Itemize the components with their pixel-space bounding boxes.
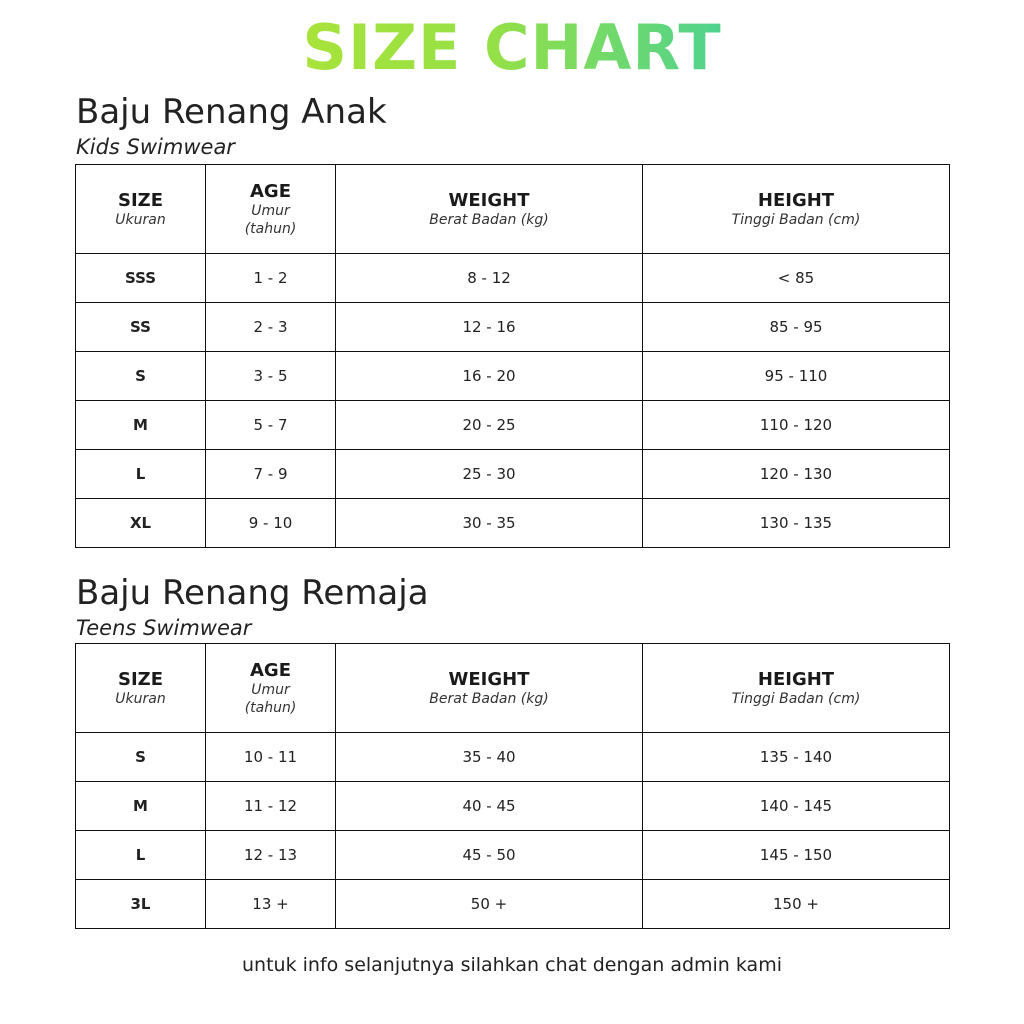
header-height-label: HEIGHT	[757, 668, 835, 690]
header-weight-sublabel: Berat Badan (kg)	[429, 211, 549, 228]
table-row	[76, 782, 950, 831]
header-size-sublabel: Ukuran	[115, 690, 166, 707]
height-cell: 135 - 140	[643, 733, 950, 782]
kids-header-size	[76, 165, 206, 254]
weight-cell: 50 +	[336, 880, 643, 929]
teens-header-age	[206, 644, 336, 733]
weight-cell: 25 - 30	[336, 450, 643, 499]
size-cell: M	[76, 782, 206, 831]
table-row	[76, 733, 950, 782]
header-age-unit: (tahun)	[244, 220, 297, 237]
header-size-label: SIZE	[117, 668, 163, 690]
size-cell: 3L	[76, 880, 206, 929]
age-cell: 1 - 2	[206, 254, 336, 303]
age-cell: 10 - 11	[206, 733, 336, 782]
teens-section-subtitle: Teens Swimwear	[76, 616, 252, 640]
teens-header-weight	[336, 644, 643, 733]
height-cell: < 85	[643, 254, 950, 303]
table-row	[76, 450, 950, 499]
age-cell: 12 - 13	[206, 831, 336, 880]
age-cell: 13 +	[206, 880, 336, 929]
size-cell: S	[76, 733, 206, 782]
size-cell: XL	[76, 499, 206, 548]
weight-cell: 45 - 50	[336, 831, 643, 880]
table-row	[76, 401, 950, 450]
age-cell: 3 - 5	[206, 352, 336, 401]
height-cell: 110 - 120	[643, 401, 950, 450]
header-height-label: HEIGHT	[757, 189, 835, 211]
size-cell: SSS	[76, 254, 206, 303]
table-row	[76, 303, 950, 352]
page-title-text: SIZE CHART	[302, 11, 722, 84]
header-age-label: AGE	[249, 659, 291, 681]
teens-size-table	[75, 643, 950, 929]
age-cell: 9 - 10	[206, 499, 336, 548]
table-row	[76, 831, 950, 880]
size-cell: M	[76, 401, 206, 450]
teens-section-title: Baju Renang Remaja	[76, 573, 429, 613]
header-age-label: AGE	[249, 180, 291, 202]
size-cell: S	[76, 352, 206, 401]
table-row	[76, 352, 950, 401]
header-age-sublabel: Umur	[251, 202, 290, 219]
teens-header-row	[76, 644, 950, 733]
age-cell: 11 - 12	[206, 782, 336, 831]
kids-header-row	[76, 165, 950, 254]
size-cell: SS	[76, 303, 206, 352]
header-age-unit: (tahun)	[244, 699, 297, 716]
header-age-sublabel: Umur	[251, 681, 290, 698]
header-weight-label: WEIGHT	[448, 189, 530, 211]
weight-cell: 16 - 20	[336, 352, 643, 401]
kids-section-title: Baju Renang Anak	[76, 92, 387, 132]
page-title	[0, 12, 1024, 84]
height-cell: 150 +	[643, 880, 950, 929]
header-height-sublabel: Tinggi Badan (cm)	[731, 690, 861, 707]
header-weight-label: WEIGHT	[448, 668, 530, 690]
height-cell: 95 - 110	[643, 352, 950, 401]
table-row	[76, 880, 950, 929]
teens-header-height	[643, 644, 950, 733]
header-size-sublabel: Ukuran	[115, 211, 166, 228]
footer-note: untuk info selanjutnya silahkan chat dengan admin kami	[242, 954, 782, 976]
kids-header-age	[206, 165, 336, 254]
age-cell: 7 - 9	[206, 450, 336, 499]
weight-cell: 20 - 25	[336, 401, 643, 450]
height-cell: 120 - 130	[643, 450, 950, 499]
height-cell: 130 - 135	[643, 499, 950, 548]
header-size-label: SIZE	[117, 189, 163, 211]
weight-cell: 35 - 40	[336, 733, 643, 782]
kids-header-height	[643, 165, 950, 254]
age-cell: 5 - 7	[206, 401, 336, 450]
size-cell: L	[76, 831, 206, 880]
table-row	[76, 499, 950, 548]
header-height-sublabel: Tinggi Badan (cm)	[731, 211, 861, 228]
height-cell: 145 - 150	[643, 831, 950, 880]
age-cell: 2 - 3	[206, 303, 336, 352]
kids-section-subtitle: Kids Swimwear	[76, 135, 235, 159]
weight-cell: 40 - 45	[336, 782, 643, 831]
table-row	[76, 254, 950, 303]
kids-size-table	[75, 164, 950, 548]
weight-cell: 8 - 12	[336, 254, 643, 303]
kids-header-weight	[336, 165, 643, 254]
size-cell: L	[76, 450, 206, 499]
teens-header-size	[76, 644, 206, 733]
height-cell: 85 - 95	[643, 303, 950, 352]
height-cell: 140 - 145	[643, 782, 950, 831]
weight-cell: 30 - 35	[336, 499, 643, 548]
header-weight-sublabel: Berat Badan (kg)	[429, 690, 549, 707]
weight-cell: 12 - 16	[336, 303, 643, 352]
